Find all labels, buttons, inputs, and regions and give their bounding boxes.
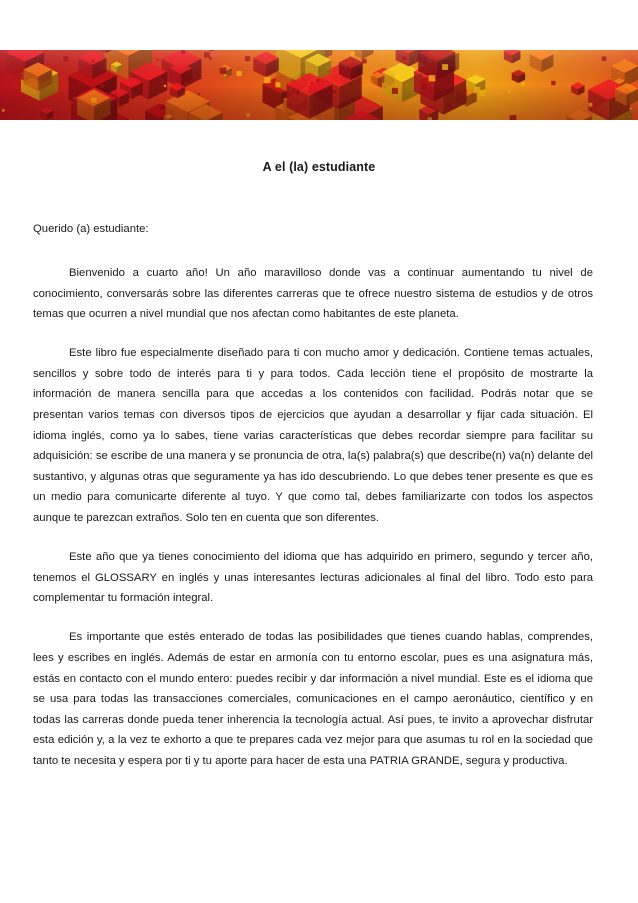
decorative-cube-banner <box>0 50 638 120</box>
greeting-text: Querido (a) estudiante: <box>33 223 149 235</box>
paragraph: Este año que ya tienes conocimiento del idioma que has adquirido en primero, segundo y tercer año, tenemos el GLOSSARY en inglés y unas interesantes lecturas adicionales al final del libro. Todo esto para complementar tu formación integral. <box>33 551 593 605</box>
paragraph: Es importante que estés enterado de todas las posibilidades que tienes cuando hablas, comprendes, lees y escribes en inglés. Además de estar en armonía con tu entorno escolar, pues es una asignatura más, estás en contacto con el mundo entero: puedes recibir y dar información a nivel mundial. Este es el idioma que se usa para todas las transacciones comerciales, comunicaciones en el campo aeronáutico, científico y en todas las carreras donde pueda tener inherencia la tecnología actual. Así pues, te invito a aprovechar disfrutar esta edición y, a la vez te exhorto a que te prepares cada vez mejor para que asumas tu rol en la sociedad que tanto te necesita y espera por ti y tu aporte para hacer de esta una PATRIA GRANDE, segura y productiva. <box>33 631 593 767</box>
cube-pattern-graphic <box>0 50 638 120</box>
paragraph: Este libro fue especialmente diseñado para ti con mucho amor y dedicación. Contiene temas actuales, sencillos y sobre todo de interés para ti y para todos. Cada lección tiene el propósito de mostrarte la información de manera sencilla para que accedas a los contenidos con facilidad. Podrás notar que se presentan varios temas con diversos tipos de ejercicios que ayudan a desarrollar y fijar cada situación. El idioma inglés, como ya lo sabes, tiene varias características que debes recordar siempre para facilitar su adquisición: se escribe de una manera y se pronuncia de otra, la(s) palabra(s) que describe(n) va(n) delante del sustantivo, y algunas otras que seguramente ya has ido descubriendo. Lo que debes tener presente es que es un medio para comunicarte diferente al tuyo. Y que como tal, debes familiarizarte con todos los aspectos aunque te parezcan extraños. Solo ten en cuenta que son diferentes. <box>33 347 593 525</box>
page-title: A el (la) estudiante <box>262 160 376 174</box>
letter-body <box>33 263 593 790</box>
paragraph: Bienvenido a cuarto año! Un año maravilloso donde vas a continuar aumentando tu nivel de conocimiento, conversarás sobre las diferentes carreras que te ofrece nuestro sistema de estudios y de otros temas que ocurren a nivel mundial que nos afectan como habitantes de este planeta. <box>33 267 593 321</box>
